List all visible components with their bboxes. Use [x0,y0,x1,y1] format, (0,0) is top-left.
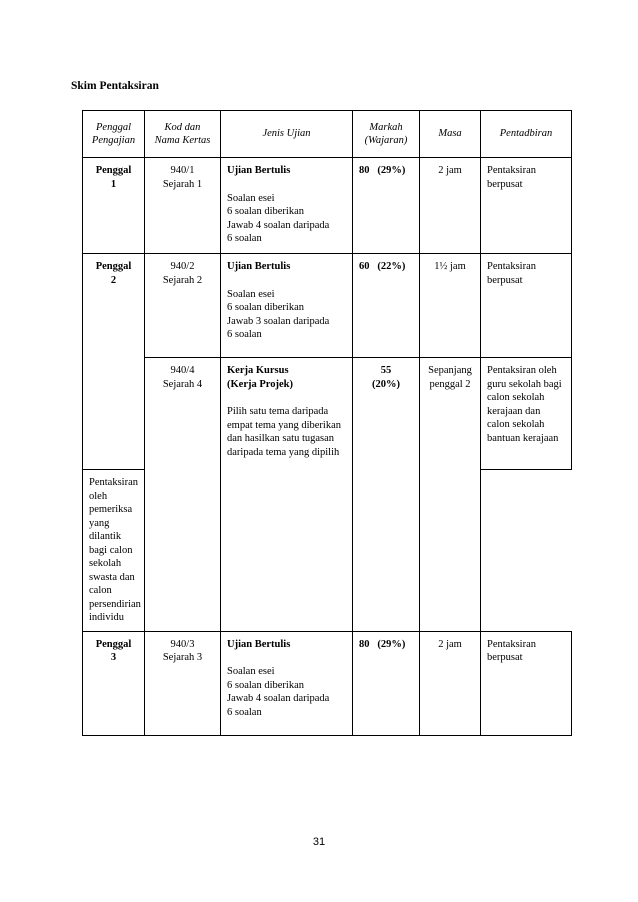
header-masa: Masa [420,111,481,158]
cell-pentadbiran: Pentaksiran berpusat [481,254,572,358]
page-number: 31 [312,836,326,848]
cell-markah: 60 (22%) [353,254,420,358]
cell-kod: 940/4 Sejarah 4 [145,358,221,632]
table-row [83,358,572,470]
cell-penggal: Penggal 1 [83,158,145,254]
cell-kod: 940/3 Sejarah 3 [145,631,221,735]
cell-jenis: Ujian Bertulis Soalan esei 6 soalan diberikan Jawab 4 soalan daripada 6 soalan [221,631,353,735]
header-pentadbiran: Pentadbiran [481,111,572,158]
table-row [83,631,572,735]
cell-pentadbiran: Pentaksiran oleh pemeriksa yang dilantik bagi calon sekolah swasta dan calon persendirian individu [83,470,145,632]
header-kod: Kod dan Nama Kertas [145,111,221,158]
cell-masa: 2 jam [420,158,481,254]
cell-jenis: Ujian Bertulis Soalan esei 6 soalan diberikan Jawab 3 soalan daripada 6 soalan [221,254,353,358]
cell-markah: 55 (20%) [353,358,420,632]
header-markah: Markah (Wajaran) [353,111,420,158]
page-title: Skim Pentaksiran [71,80,159,92]
header-penggal: Penggal Pengajian [83,111,145,158]
cell-penggal: Penggal 2 [83,254,145,470]
assessment-scheme-table [82,110,572,736]
cell-pentadbiran: Pentaksiran berpusat [481,631,572,735]
cell-jenis-text: Pilih satu tema daripada empat tema yang diberikan dan hasilkan satu tugasan daripada tema yang dipilih [227,406,341,458]
cell-kod: 940/1 Sejarah 1 [145,158,221,254]
cell-masa: 2 jam [420,631,481,735]
table-row [83,158,572,254]
cell-markah: 80 (29%) [353,158,420,254]
cell-kod: 940/2 Sejarah 2 [145,254,221,358]
cell-jenis: Kerja Kursus (Kerja Projek) Pilih satu tema daripada empat tema yang diberikan dan hasilkan satu tugasan daripada tema yang dipilih [221,358,353,632]
cell-jenis: Ujian Bertulis Soalan esei 6 soalan diberikan Jawab 4 soalan daripada 6 soalan [221,158,353,254]
cell-penggal: Penggal 3 [83,631,145,735]
cell-markah: 80 (29%) [353,631,420,735]
header-jenis: Jenis Ujian [221,111,353,158]
table-header-row [83,111,572,158]
cell-pentadbiran: Pentaksiran oleh guru sekolah bagi calon sekolah kerajaan dan calon sekolah bantuan kerajaan [481,358,572,470]
cell-masa: 1½ jam [420,254,481,358]
cell-pentadbiran: Pentaksiran berpusat [481,158,572,254]
table-row [83,254,572,358]
cell-masa: Sepanjang penggal 2 [420,358,481,632]
